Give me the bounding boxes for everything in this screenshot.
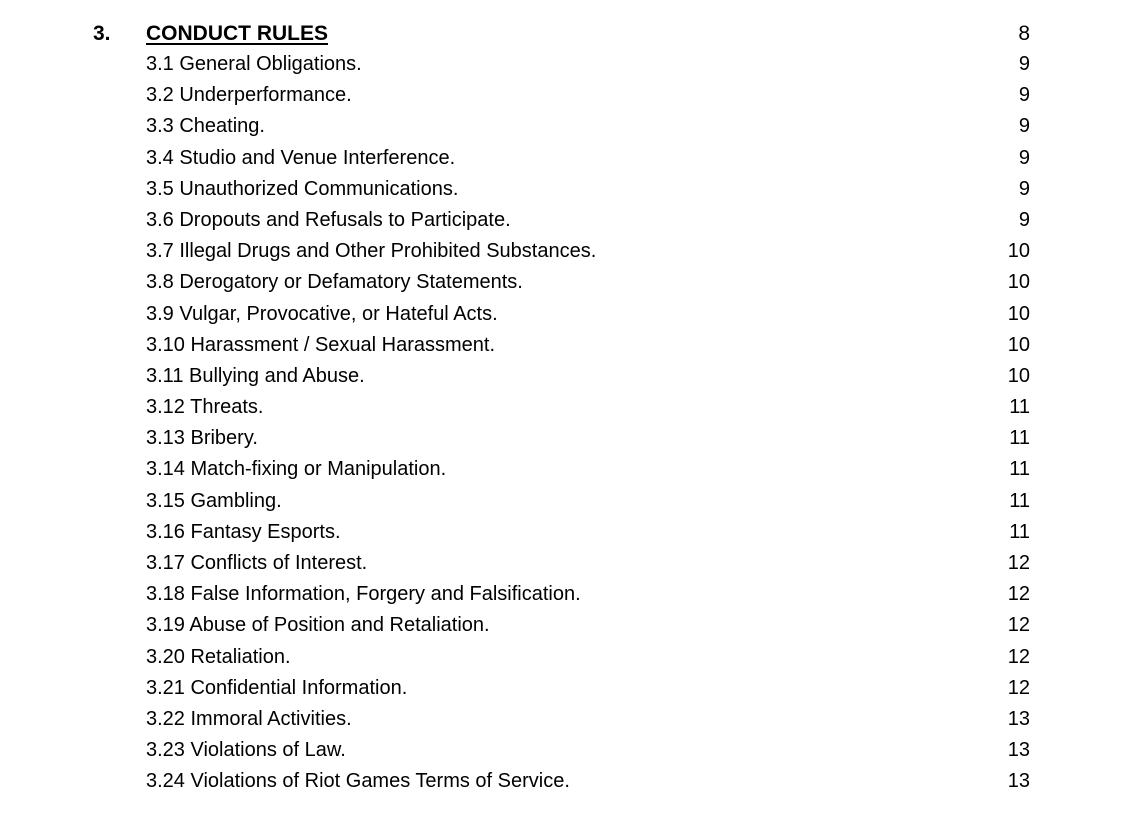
toc-entry-title-link[interactable]: 3.15 Gambling. bbox=[146, 489, 282, 512]
toc-entry-title-link[interactable]: 3.23 Violations of Law. bbox=[146, 739, 346, 762]
toc-entry[interactable] bbox=[0, 111, 1134, 142]
toc-entry-title-link[interactable]: 3.17 Conflicts of Interest. bbox=[146, 552, 368, 574]
toc-entry[interactable] bbox=[0, 735, 1134, 766]
toc-entry[interactable] bbox=[0, 361, 1134, 392]
toc-entry-page-number: 9 bbox=[1018, 146, 1030, 169]
toc-entry[interactable] bbox=[0, 642, 1134, 673]
toc-entry[interactable] bbox=[0, 174, 1134, 205]
toc-entry-page-number: 9 bbox=[1018, 115, 1030, 138]
toc-entry-title-link[interactable]: 3.4 Studio and Venue Interference. bbox=[146, 146, 456, 169]
toc-entry[interactable] bbox=[0, 205, 1134, 236]
toc-entry[interactable] bbox=[0, 49, 1134, 80]
toc-entry-title-link[interactable]: 3.21 Confidential Information. bbox=[146, 676, 408, 699]
toc-entry-page-number: 9 bbox=[1018, 208, 1030, 231]
toc-entry-title-link[interactable]: 3.10 Harassment / Sexual Harassment. bbox=[146, 333, 496, 356]
toc-entry[interactable] bbox=[0, 454, 1134, 485]
toc-entry[interactable] bbox=[0, 267, 1134, 298]
toc-entry-title-link[interactable]: 3.16 Fantasy Esports. bbox=[146, 520, 341, 543]
toc-entry-title-link[interactable]: 3.8 Derogatory or Defamatory Statements. bbox=[146, 271, 523, 294]
toc-entry-page-number: 11 bbox=[1009, 427, 1030, 450]
toc-entry-title-link[interactable]: 3.11 Bullying and Abuse. bbox=[146, 364, 365, 387]
toc-entry-title-link[interactable]: 3.7 Illegal Drugs and Other Prohibited Substances. bbox=[146, 240, 597, 263]
toc-entry[interactable] bbox=[0, 610, 1134, 641]
toc-entry-page-number: 13 bbox=[1007, 707, 1030, 730]
toc-entry[interactable] bbox=[0, 766, 1134, 797]
toc-entry-page-number: 9 bbox=[1018, 177, 1030, 200]
toc-entry-page-number: 11 bbox=[1009, 489, 1030, 512]
toc-entry[interactable] bbox=[0, 673, 1134, 704]
toc-entry-title-link[interactable]: 3.24 Violations of Riot Games Terms of Service. bbox=[146, 770, 570, 793]
toc-entry-title-link[interactable]: 3.18 False Information, Forgery and Falsification. bbox=[146, 583, 581, 606]
toc-entry[interactable] bbox=[0, 392, 1134, 423]
toc-section-heading[interactable] bbox=[0, 18, 1134, 49]
toc-entry-page-number: 11 bbox=[1009, 520, 1030, 543]
toc-entry-title-link[interactable]: 3.5 Unauthorized Communications. bbox=[146, 177, 459, 200]
toc-entry-title-link[interactable]: 3.2 Underperformance. bbox=[146, 84, 352, 107]
toc-entry-page-number: 10 bbox=[1007, 302, 1030, 325]
toc-entry-title-link[interactable]: 3.1 General Obligations. bbox=[146, 53, 362, 75]
toc-entry-page-number: 9 bbox=[1018, 84, 1030, 107]
section-number: 3. bbox=[93, 22, 111, 45]
toc-entry-page-number: 12 bbox=[1007, 645, 1030, 668]
toc-entry-page-number: 12 bbox=[1007, 614, 1030, 637]
toc-entry-page-number: 13 bbox=[1007, 770, 1030, 793]
toc-entry[interactable] bbox=[0, 299, 1134, 330]
toc-entry-title-link[interactable]: 3.14 Match-fixing or Manipulation. bbox=[146, 458, 447, 481]
toc-entry-page-number: 10 bbox=[1007, 271, 1030, 294]
table-of-contents bbox=[0, 18, 1134, 798]
section-title-link[interactable]: CONDUCT RULES bbox=[146, 22, 328, 45]
toc-entry-title-link[interactable]: 3.3 Cheating. bbox=[146, 115, 265, 138]
toc-entry-page-number: 10 bbox=[1007, 364, 1030, 387]
toc-entry[interactable] bbox=[0, 423, 1134, 454]
toc-entry[interactable] bbox=[0, 486, 1134, 517]
toc-entry-title-link[interactable]: 3.19 Abuse of Position and Retaliation. bbox=[146, 614, 490, 637]
toc-entry[interactable] bbox=[0, 579, 1134, 610]
toc-entry-page-number: 10 bbox=[1007, 240, 1030, 263]
toc-entry-title-link[interactable]: 3.12 Threats. bbox=[146, 396, 264, 419]
toc-entry[interactable] bbox=[0, 548, 1134, 579]
toc-entry[interactable] bbox=[0, 330, 1134, 361]
toc-entry[interactable] bbox=[0, 80, 1134, 111]
section-page-number: 8 bbox=[1018, 22, 1030, 45]
toc-entry-title-link[interactable]: 3.9 Vulgar, Provocative, or Hateful Acts. bbox=[146, 302, 498, 325]
toc-entry[interactable] bbox=[0, 517, 1134, 548]
toc-entry-title-link[interactable]: 3.6 Dropouts and Refusals to Participate. bbox=[146, 208, 511, 231]
toc-entry[interactable] bbox=[0, 143, 1134, 174]
toc-entry-page-number: 9 bbox=[1018, 53, 1030, 75]
toc-entry-list bbox=[0, 49, 1134, 798]
toc-entry-page-number: 12 bbox=[1007, 583, 1030, 606]
toc-entry-title-link[interactable]: 3.20 Retaliation. bbox=[146, 645, 291, 668]
toc-entry-title-link[interactable]: 3.13 Bribery. bbox=[146, 427, 258, 450]
toc-entry-title-link[interactable]: 3.22 Immoral Activities. bbox=[146, 707, 352, 730]
toc-entry-page-number: 12 bbox=[1007, 676, 1030, 699]
toc-entry-page-number: 12 bbox=[1007, 552, 1030, 574]
toc-entry[interactable] bbox=[0, 704, 1134, 735]
toc-entry-page-number: 13 bbox=[1007, 739, 1030, 762]
toc-entry-page-number: 10 bbox=[1007, 333, 1030, 356]
toc-entry-page-number: 11 bbox=[1009, 458, 1030, 481]
toc-entry-page-number: 11 bbox=[1009, 396, 1030, 419]
toc-entry[interactable] bbox=[0, 236, 1134, 267]
